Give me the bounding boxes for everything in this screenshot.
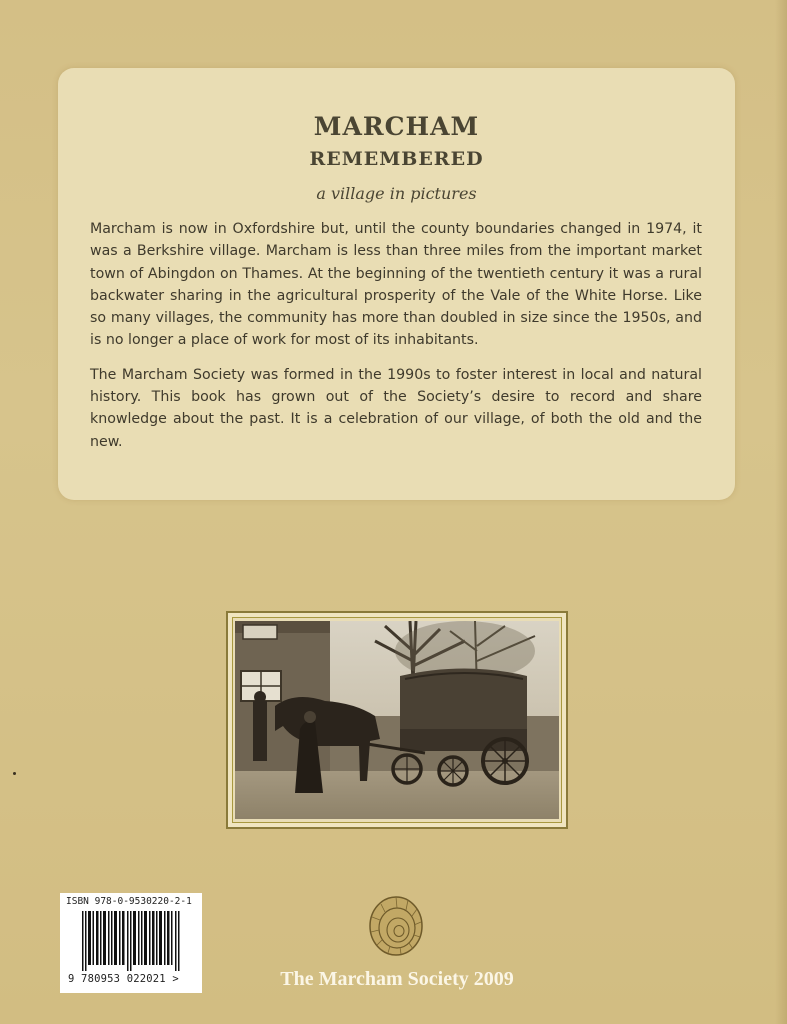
cover-edge-shadow bbox=[775, 0, 787, 1024]
barcode-digits: 9 780953 022021 > bbox=[68, 973, 179, 985]
book-title: MARCHAM bbox=[313, 112, 480, 141]
blurb-paragraph-1: Marcham is now in Oxfordshire but, until the county boundaries changed in 1974, it was a Berkshire village. Marcham is less than three miles from the important market town of Abingdon on Thames. At the beginning of the twentieth century it was a rural backwater sharing in the agricultural prosperity of the Vale of the White Horse. Like so many villages, the community has more than doubled in size since the 1950s, and is no longer a place of work for most of its inhabitants. bbox=[90, 221, 702, 349]
blurb-panel bbox=[58, 68, 735, 500]
ammonite-icon bbox=[368, 895, 424, 957]
print-speck bbox=[13, 772, 16, 775]
book-tagline: a village in pictures bbox=[316, 184, 477, 203]
book-subtitle: REMEMBERED bbox=[309, 148, 484, 170]
blurb-text bbox=[90, 218, 702, 465]
blurb-paragraph-2: The Marcham Society was formed in the 1990s to foster interest in local and natural history. This book has grown out of the Society’s desire to record and share knowledge about the past. It is a celebration of our village, of both the old and the new. bbox=[90, 366, 702, 450]
publisher-imprint: The Marcham Society 2009 bbox=[280, 968, 514, 990]
cover-photo-frame bbox=[226, 611, 568, 829]
carrier-wagon-photo bbox=[235, 621, 559, 819]
isbn-label: ISBN 978-0-9530220-2-1 bbox=[66, 896, 192, 907]
barcode bbox=[82, 911, 180, 971]
